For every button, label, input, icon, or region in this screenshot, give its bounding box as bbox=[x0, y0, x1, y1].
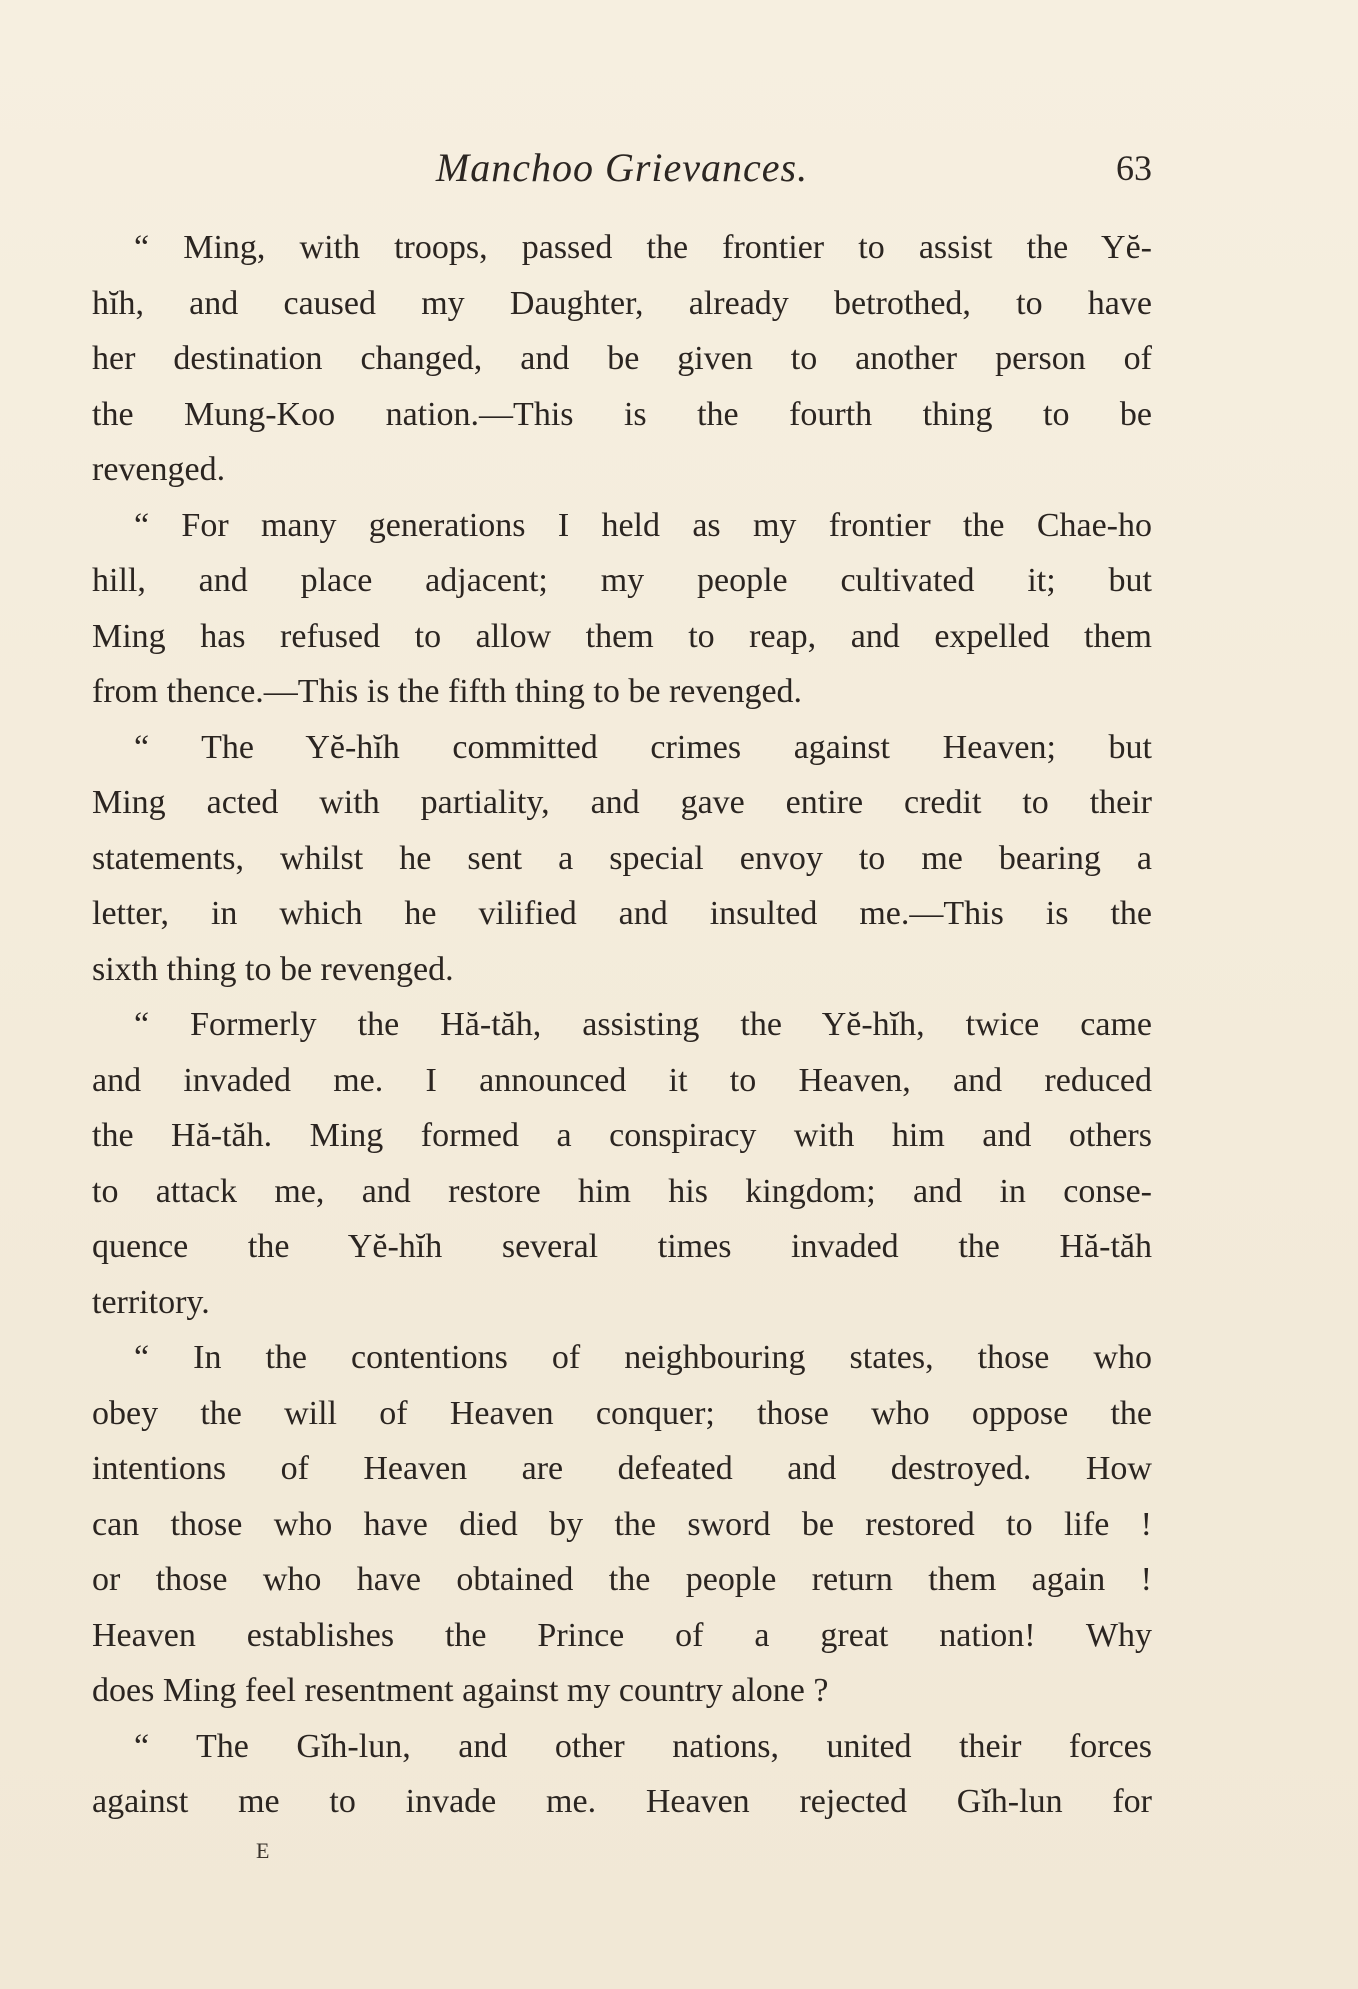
text-line: obey the will of Heaven conquer; those who oppose the bbox=[92, 1394, 1152, 1432]
text-line: “ The Yĕ-hĭh committed crimes against Heaven; but bbox=[134, 728, 1152, 766]
text-line: hill, and place adjacent; my people cultivated it; but bbox=[92, 562, 1152, 599]
text-line: Ming has refused to allow them to reap, and expelled them bbox=[92, 617, 1152, 655]
signature-mark: E bbox=[256, 1838, 271, 1863]
running-head bbox=[92, 138, 1152, 198]
text-line: territory. bbox=[92, 1283, 210, 1321]
text-line: “ For many generations I held as my frontier the Chae-ho bbox=[134, 506, 1152, 544]
running-title: Manchoo Grievances. bbox=[435, 145, 809, 190]
text-line: “ Ming, with troops, passed the frontier to assist the Yĕ- bbox=[134, 229, 1152, 266]
text-line: against me to invade me. Heaven rejected Gĭh-lun for bbox=[92, 1783, 1152, 1820]
text-line: the Mung-Koo nation.—This is the fourth thing to be bbox=[92, 395, 1152, 433]
text-line: Ming acted with partiality, and gave entire credit to their bbox=[92, 784, 1152, 821]
page-number: 63 bbox=[1116, 148, 1152, 188]
text-line: her destination changed, and be given to another person of bbox=[92, 340, 1152, 377]
text-line: statements, whilst he sent a special envoy to me bearing a bbox=[92, 839, 1152, 877]
text-line: revenged. bbox=[92, 451, 226, 488]
text-line: letter, in which he vilified and insulted me.—This is the bbox=[92, 895, 1152, 932]
text-line: the Hă-tăh. Ming formed a conspiracy with him and others bbox=[92, 1117, 1152, 1154]
text-line: “ In the contentions of neighbouring states, those who bbox=[134, 1339, 1152, 1376]
text-line: and invaded me. I announced it to Heaven, and reduced bbox=[92, 1061, 1152, 1099]
text-line: to attack me, and restore him his kingdom; and in conse- bbox=[92, 1172, 1152, 1210]
text-line: from thence.—This is the fifth thing to be revenged. bbox=[92, 673, 803, 710]
text-line: or those who have obtained the people return them again ! bbox=[92, 1561, 1152, 1598]
text-line: hĭh, and caused my Daughter, already betrothed, to have bbox=[92, 284, 1152, 322]
body-text bbox=[92, 220, 1152, 1830]
text-line: sixth thing to be revenged. bbox=[92, 950, 454, 988]
text-line: can those who have died by the sword be restored to life ! bbox=[92, 1505, 1152, 1543]
text-line: Heaven establishes the Prince of a great nation! Why bbox=[92, 1616, 1152, 1654]
text-line: “ Formerly the Hă-tăh, assisting the Yĕ-hĭh, twice came bbox=[134, 1006, 1152, 1043]
text-line: quence the Yĕ-hĭh several times invaded the Hă-tăh bbox=[92, 1228, 1152, 1265]
text-line: “ The Gĭh-lun, and other nations, united their forces bbox=[134, 1727, 1152, 1765]
text-line: intentions of Heaven are defeated and destroyed. How bbox=[92, 1450, 1152, 1487]
text-line: does Ming feel resentment against my country alone ? bbox=[92, 1672, 829, 1709]
